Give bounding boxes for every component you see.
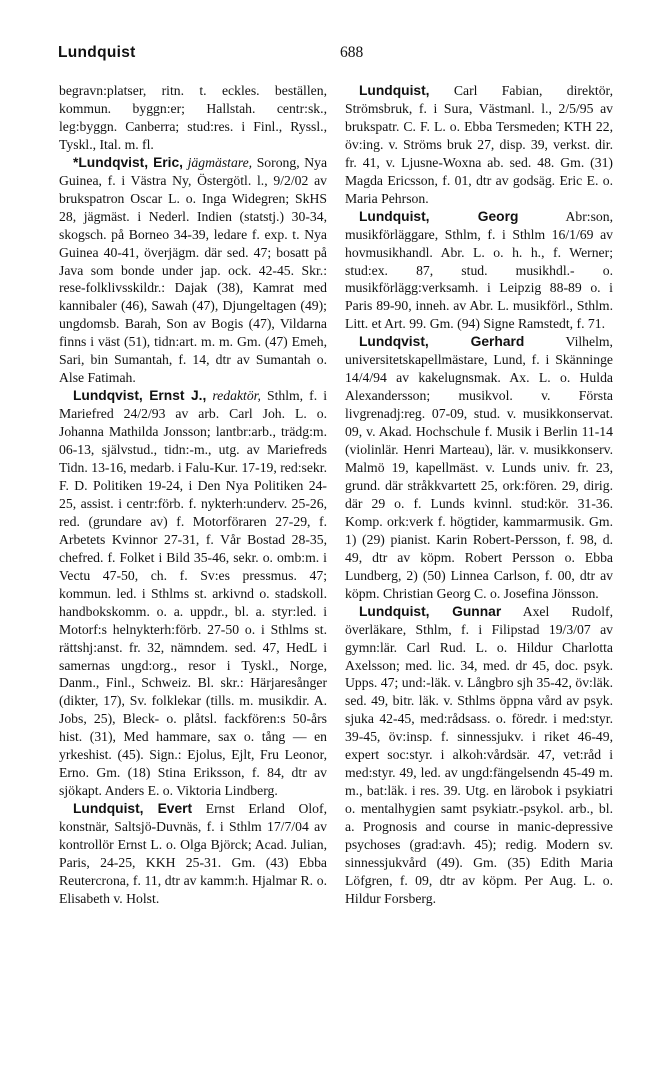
entry-text: Axel Rudolf, överläkare, Sthlm, f. i Filipstad 19/3/07 av gymn:lär. Carl Rud. L. o. Hildur Charlotta Axelsson; med. lic. 34, med. dr 45, doc. psyk. Upps. 47; und:-läk. v. Långbro sjh 35-42, öv:läk. sed. 49, bitr. läk. v. Sthlms öppna vård av psyk. sjuka 42-45, med:rådsass. o. föredr. i med:styr. 39-45, öv:insp. f. sinnessjukv. i riket 46-49, expert soc:styr. i alkoh:vårdsär. 47, vet:råd i med:styr. 49, led. av ungd:fängelsendn 45-49 m. m., bat:läk. i res. 39. Utg. en lärobok i psykiatri o. mentalhygien samt psykiatr.-psykol. arb., bl. a. Prognosis and course in manic-depressive psychoses (grad:avh. 45); redig. Modern sv. sinnessjukvård (49). Gm. (35) Edith Maria Löfgren, f. 09, dtr av köpm. Per Aug. L. o. Hildur Forsberg. (345, 603, 613, 906)
entry-lundqvist-gerhard (345, 333, 613, 602)
entry-lundquist-georg (345, 208, 613, 334)
entry-occupation: jägmästare, (187, 154, 253, 170)
entry-text: Carl Fabian, direktör, Strömsbruk, f. i Sura, Västmanl. l., 2/5/95 av brukspatr. C. F. L. o. Ebba Tersmeden; KTH 22, öv:ing. v. Ströms bruk 27, disp. 39, verkst. dir. fr. 41, v. Ljusne-Woxna ab. sed. 48. Gm. (31) Magda Ericsson, f. 01, dtr av godsäg. Eric E. o. Maria Pehrson. (345, 83, 613, 206)
entry-text: Vilhelm, universitetskapellmästare, Lund, f. i Skänninge 14/4/94 av kakelugnsmak. Ax. L. o. Hulda Alexandersson; musikvol. v. Första livgrenadj:reg. 07-09, stud. v. musikkonservat. 09, v. Akad. Hochschule f. Musik i Berlin 11-14 (violinlär. Henri Marteau), lär. v. musikkonserv. Malmö 19, kapellmäst. v. Lunds univ. fr. 23, grund. där stråkkvartett 25, ork:fören. 29, dirig. där 29 o. f. Lunds kvinnl. stud:kör. 31-36. Komp. ork:verk f. högtider, kammarmusik. Gm. 1) (29) pianist. Karin Robert-Persson, f. 98, d. 49, dtr av köpm. Robert Persson o. Ebba Lundberg, 2) (50) Linnea Carlson, f. 00, dtr av köpm. Christian Georg C. o. Josefina Jönsson. (345, 334, 613, 601)
entry-occupation: redaktör, (212, 388, 261, 404)
entry-name: Lundquist, Georg (359, 208, 519, 224)
entry-lundquist-carl (345, 82, 613, 208)
page-number: 688 (340, 44, 364, 61)
left-column (59, 82, 327, 908)
entry-name: Lundquist, Gunnar (359, 603, 502, 619)
running-title: Lundquist (58, 44, 136, 61)
entry-name: Lundqvist, Ernst J., (73, 388, 207, 404)
entry-text: Sthlm, f. i Mariefred 24/2/93 av arb. Carl Joh. L. o. Johanna Mathilda Jonsson; lantbr:arb., trädg:m. 06-13, självstud., tidn:-m., utg. av Mariefreds Tidn. 13-16, medarb. i Falu-Kur. 17-19, red:sekr. F. D. Politiken 19-24, i Den Nya Politiken 24-25, assist. i centr:förb. f. nykterh:underv. 25-26, red. (grundare av) f. Motorföraren 27-29, f. Arbetets Kvinnor 27-31, f. Vår Bostad 28-35, chefred. f. Folket i Bild 35-46, sekr. o. omb:m. i Vectu 47-50, ch. f. Sv:es pressmus. 47; kommun. led. i Sthlms st. arkivnd o. stadskoll. handbokskomm. o. a. uppdr., bl. a. styr:led. i Motorf:s helnykterh:förb. 27-50 o. i Sthlms st. rättshj:anst. fr. 32, nämndem. sed. 47, HedL i samernas ungd:org., resor i Tyskl., Norge, Danm., Finl., Schweiz. Bl. skr.: Härjaresånger (dikter, 17), Sv. folklekar (tills. m. musikdir. A. Jobs, 25), Bleck- o. plåtsl. fackfören:s 50-års hist. (31), Med hammare, sax o. tång — en yrkeshist. (45). Sign.: Ejolus, Ejlt, Fru Leonor, Erno. Gm. (18) Stina Eriksson, f. 84, dtr av sjökapt. Anders E. o. Viktoria Lindberg. (59, 388, 327, 799)
entry-name: Lundquist, Evert (73, 801, 193, 817)
entry-text: Sorong, Nya Guinea, f. i Västra Ny, Östergötl. l., 9/2/02 av brukspatron Oscar L. o. Inga Widegren; SkHS 28, jägmäst. i Nederl. Indien (statstj.) 30-34, skogsch. på Borneo 34-39, ledare f. exp. t. Nya Guinea 40-41, överjägm. där sed. 47; bosatt på Java som bonde under jap. ock. 42-45. Skr.: rese-folklivsskildr.: Dajak (38), Kamrat med kannibaler (46), Sawah (47), Djungeltagen (49); ungdomsb. Barah, Son av Bogis (47), Vildarna finns i väst (51), tidn:art. m. m. Gm. (47) Emeh, Sari, bin Sumantah, f. 14, dtr av Sumantah o. Alse Fatimah. (59, 154, 328, 386)
continuation-text: begravn:platser, ritn. t. eckles. beställen, kommun. byggn:er; Hallstah. centr:sk., leg:byggn. Canberra; stud:res. i Finl., Ryssl., Tyskl., Ital. m. fl. (59, 83, 327, 152)
page-header (58, 44, 614, 68)
entry-lundqvist-ernst (59, 387, 327, 800)
entry-lundquist-evert (59, 800, 327, 908)
entry-lundqvist-eric (59, 154, 327, 387)
entry-text: Abr:son, musikförläggare, Sthlm, f. i Sthlm 16/1/69 av hovmusikhandl. Abr. L. o. h. h., f. Werner; stud:ex. 87, stud. musikhdl.- o. musikförlägg:verksamh. i Leipzig 88-89 o. i Paris 89-90, inneh. av Abr. L. musikförl., Sthlm. Litt. et Art. 99. Gm. (94) Signe Ramstedt, f. 71. (345, 208, 614, 332)
entry-lundquist-gunnar (345, 603, 613, 908)
entry-text: Ernst Erland Olof, konstnär, Saltsjö-Duvnäs, f. i Sthlm 17/7/04 av kontrollör Ernst L. o. Olga Björck; Acad. Julian, Paris, 24-25, KKH 25-31. Gm. (43) Ebba Reutercrona, f. 11, dtr av kamm:h. Hjalmar R. o. Elisabeth v. Holst. (59, 801, 327, 906)
entry-name: *Lundqvist, Eric, (73, 154, 184, 170)
entry-name: Lundqvist, Gerhard (359, 334, 525, 350)
entry-name: Lundquist, (359, 83, 430, 98)
right-column (345, 82, 613, 908)
